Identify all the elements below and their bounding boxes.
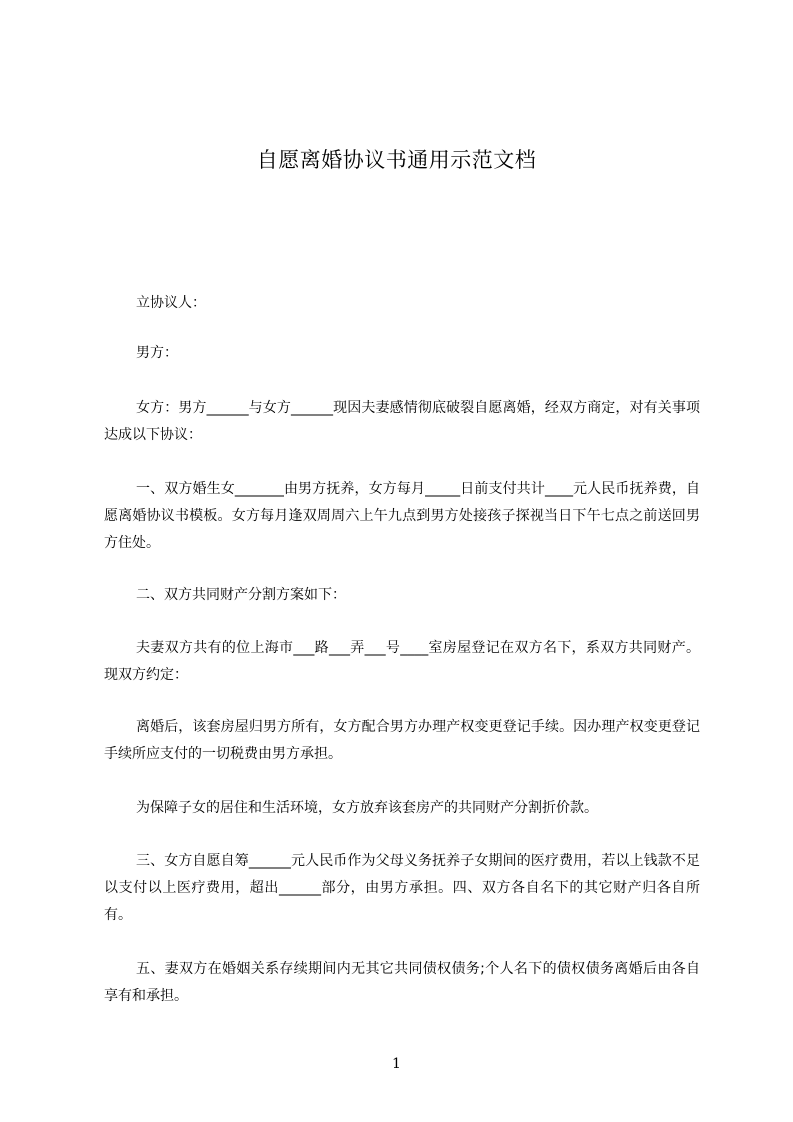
paragraph-clause-1: 一、双方婚生女_______由男方抚养，女方每月_____日前支付共计____元人民币抚养费，自愿离婚协议书模板。女方每月逢双周周六上午九点到男方处接孩子探视当日下午七点之前送回男方住处。 (104, 481, 700, 551)
paragraph-children-housing: 为保障子女的居住和生活环境，女方放弃该套房产的共同财产分割折价款。 (136, 800, 598, 816)
paragraph-after-divorce: 离婚后，该套房屋归男方所有，女方配合男方办理产权变更登记手续。因办理产权变更登记手续所应支付的一切税费由男方承担。 (104, 719, 700, 762)
document-title: 自愿离婚协议书通用示范文档 (256, 148, 537, 172)
paragraph-property: 夫妻双方共有的位上海市___路___弄___号____室房屋登记在双方名下，系双方共同财产。现双方约定： (104, 640, 700, 683)
paragraph-clause-2: 二、双方共同财产分割方案如下： (136, 587, 346, 603)
paragraph-clause-5: 五、妻双方在婚姻关系存续期间内无其它共同债权债务;个人名下的债权债务离婚后由各自享有和承担。 (104, 961, 700, 1004)
paragraph-parties: 立协议人： (136, 295, 206, 311)
paragraph-male-party: 男方： (136, 345, 178, 361)
page-number: 1 (392, 1056, 401, 1072)
paragraph-clause-3-4: 三、女方自愿自筹______元人民币作为父母义务抚养子女期间的医疗费用，若以上钱款不足以支付以上医疗费用，超出______部分，由男方承担。四、双方各自名下的其它财产归各自所有。 (104, 853, 700, 923)
paragraph-female-party: 女方：男方______与女方______现因夫妻感情彻底破裂自愿离婚，经双方商定，对有关事项达成以下协议： (104, 400, 700, 443)
